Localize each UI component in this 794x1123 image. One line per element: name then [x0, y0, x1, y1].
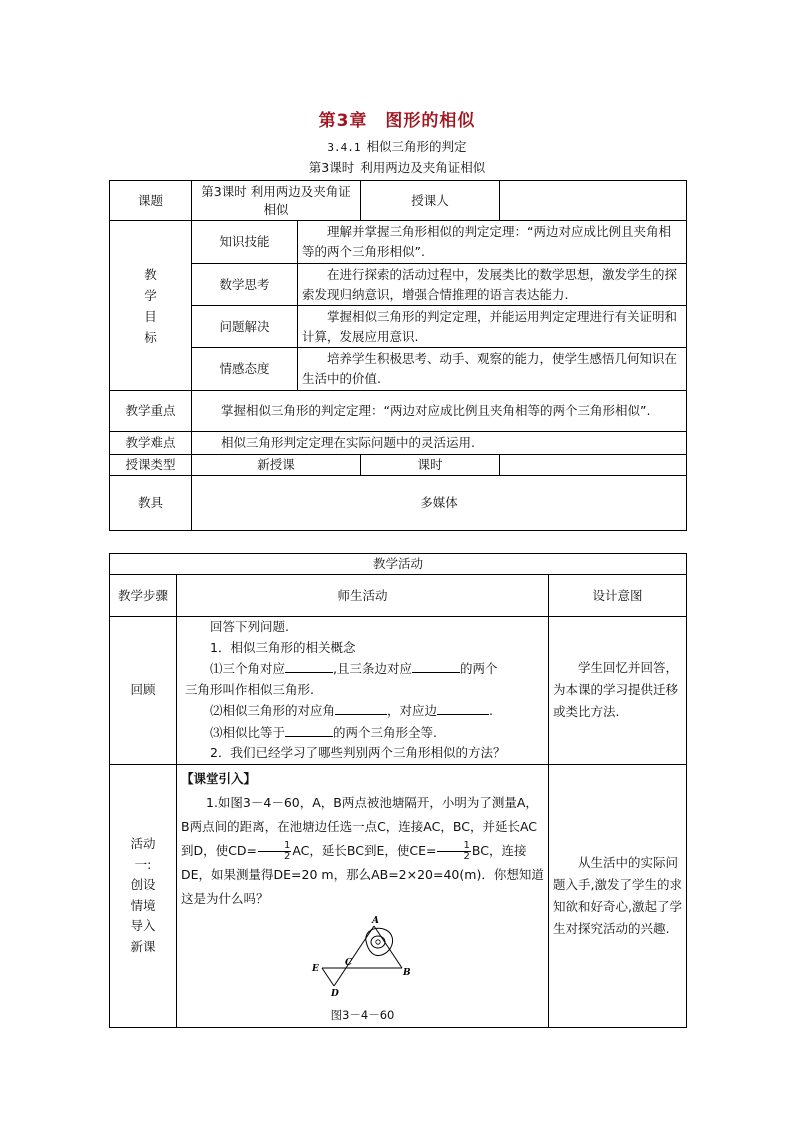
goal-label-problem-solving: 问题解决	[192, 306, 298, 348]
col-activity-header: 师生活动	[177, 575, 549, 617]
review-intent: 学生回忆并回答，为本课的学习提供迁移或类比方法.	[549, 617, 687, 765]
review-content	[177, 617, 549, 765]
point-label-a: A	[371, 915, 379, 926]
goal-text-thinking: 在进行探索的活动过程中，发展类比的数学思想，激发学生的探索发现归纳意识，增强合情推理的语言表达能力.	[298, 264, 687, 306]
review-q1a-cont: 三角形叫作相似三角形.	[185, 681, 314, 697]
goal-text-problem-solving: 掌握相似三角形的判定定理，并能运用判定定理进行有关证明和计算，发展应用意识.	[298, 306, 687, 348]
hours-value	[500, 455, 687, 476]
point-label-c: C	[344, 957, 352, 968]
col-intent-header: 设计意图	[549, 575, 687, 617]
goal-label-knowledge: 知识技能	[192, 221, 298, 264]
topic-value: 第3课时 利用两边及夹角证相似	[192, 181, 361, 221]
review-step: 回顾	[110, 617, 177, 765]
key-point-text: 掌握相似三角形的判定定理：“两边对应成比例且夹角相等的两个三角形相似”.	[192, 391, 687, 432]
point-label-e: E	[311, 963, 319, 974]
lesson-heading	[0, 158, 794, 176]
answer-blank	[285, 722, 333, 737]
class-intro-label: 【课堂引入】	[181, 770, 257, 786]
fraction-half: $\frac{1}{2}$	[437, 841, 470, 862]
answer-blank	[335, 700, 387, 715]
tools-value: 多媒体	[192, 476, 687, 531]
difficulty-label: 教学难点	[110, 432, 192, 455]
activity1-step: 活动 一: 创设 情境 导入 新课	[110, 764, 177, 1027]
tools-label: 教具	[110, 476, 192, 531]
type-label: 授课类型	[110, 455, 192, 476]
review-q1b: ⑵相似三角形的对应角 ，对应边 .	[185, 700, 544, 722]
answer-blank	[437, 700, 489, 715]
goal-label-thinking: 数学思考	[192, 264, 298, 306]
figure-caption: 图3－4－60	[330, 1007, 395, 1022]
point-label-b: B	[402, 967, 411, 978]
topic-label: 课题	[110, 181, 192, 221]
section-title: 相似三角形的判定	[366, 139, 467, 154]
goal-text-knowledge: 理解并掌握三角形相似的判定定理：“两边对应成比例且夹角相等的两个三角形相似”.	[298, 221, 687, 264]
activity1-content	[177, 764, 549, 1027]
review-q1: 1．相似三角形的相关概念	[210, 639, 356, 655]
col-step-header: 教学步骤	[110, 575, 177, 617]
section-heading	[0, 137, 794, 155]
review-q1a: ⑴三个角对应 ,且三条边对应 的两个	[185, 658, 544, 680]
lesson-plan-table	[109, 180, 687, 531]
teacher-value	[500, 181, 687, 221]
lesson-title: 利用两边及夹角证相似	[360, 160, 486, 175]
teacher-label: 授课人	[361, 181, 500, 221]
point-label-d: D	[330, 988, 339, 997]
difficulty-text: 相似三角形判定定理在实际问题中的灵活运用.	[192, 432, 687, 455]
goal-label-attitude: 情感态度	[192, 348, 298, 391]
hours-label: 课时	[361, 455, 500, 476]
review-q1c: ⑶相似比等于 的两个三角形全等.	[185, 722, 544, 744]
goals-label: 教 学 目 标	[110, 221, 192, 391]
review-q2: 2．我们已经学习了哪些判别两个三角形相似的方法？	[210, 745, 506, 760]
activity1-problem: 1.如图3－4－60，A，B两点被池塘隔开，小明为了测量A，B两点间的距离，在池塘边任选一点C，连接AC，BC，并延长AC到D，使CD= $\frac{1}{2}$ AC，延长BC到E，使CE= $\frac{1}{2}$ BC，连接DE，如果测量得DE=20 m，那么AB=2×20=40(m)．你想知道这是为什么吗？	[181, 794, 544, 906]
lesson-label: 第3课时	[308, 160, 355, 175]
goal-text-attitude: 培养学生积极思考、动手、观察的能力，使学生感悟几何知识在生活中的价值.	[298, 348, 687, 391]
answer-blank	[285, 658, 333, 673]
answer-blank	[412, 658, 460, 673]
section-number: 3.4.1	[327, 141, 361, 154]
type-value: 新授课	[192, 455, 361, 476]
pond-figure	[181, 913, 544, 1005]
review-intro: 回答下列问题.	[210, 619, 289, 634]
triangle-diagram	[308, 913, 418, 997]
chapter-title: 第3章 图形的相似	[318, 111, 476, 131]
activity-table-title: 教学活动	[110, 554, 687, 575]
key-point-label: 教学重点	[110, 391, 192, 432]
activity-table	[109, 553, 687, 1028]
fraction-half: $\frac{1}{2}$	[258, 841, 291, 862]
pond-inner-shape	[371, 936, 385, 948]
activity1-intent: 从生活中的实际问题入手,激发了学生的求知欲和好奇心,激起了学生对探究活动的兴趣.	[549, 764, 687, 1027]
